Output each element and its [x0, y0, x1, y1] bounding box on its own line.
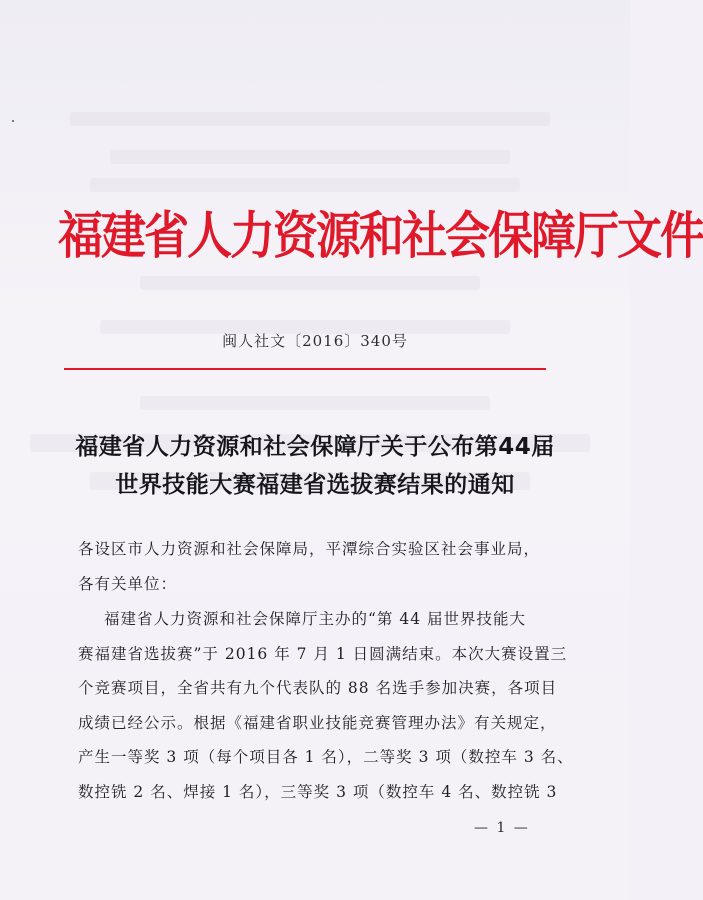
- body-line: 赛福建省选拔赛”于 2016 年 7 月 1 日圆满结束。本次大赛设置三: [78, 644, 568, 663]
- stray-dot: [12, 120, 14, 122]
- show-through-mark: [110, 150, 510, 164]
- notice-title: [40, 428, 590, 504]
- body-line: 个竞赛项目，全省共有九个代表队的 88 名选手参加决赛，各项目: [78, 679, 558, 697]
- notice-title-line: 福建省人力资源和社会保障厅关于公布第44届: [75, 434, 555, 460]
- show-through-mark: [70, 112, 550, 126]
- page-number: — 1 —: [474, 820, 530, 836]
- body-line: 福建省人力资源和社会保障厅主办的“第 44 届世界技能大: [104, 610, 527, 628]
- body-line: 数控铣 2 名、焊接 1 名），三等奖 3 项（数控车 4 名、数控铣 3: [78, 782, 558, 801]
- show-through-mark: [90, 178, 520, 192]
- document-number: 闽人社文〔2016〕340号: [222, 332, 408, 350]
- red-divider-line: [64, 368, 546, 370]
- body-line: 产生一等奖 3 项（每个项目各 1 名），二等奖 3 项（数控车 3 名、: [78, 748, 574, 766]
- recipients-block: [78, 532, 568, 602]
- recipients-line: 各设区市人力资源和社会保障局，平潭综合实验区社会事业局，: [78, 540, 541, 558]
- issuer-header-title: 福建省人力资源和社会保障厅文件: [58, 205, 703, 266]
- show-through-mark: [140, 396, 490, 410]
- notice-title-line: 世界技能大赛福建省选拔赛结果的通知: [115, 472, 515, 498]
- recipients-line: 各有关单位：: [78, 575, 178, 593]
- body-paragraph: [78, 602, 574, 809]
- body-line: 成绩已经公示。根据《福建省职业技能竞赛管理办法》有关规定，: [78, 713, 557, 732]
- show-through-mark: [140, 276, 480, 290]
